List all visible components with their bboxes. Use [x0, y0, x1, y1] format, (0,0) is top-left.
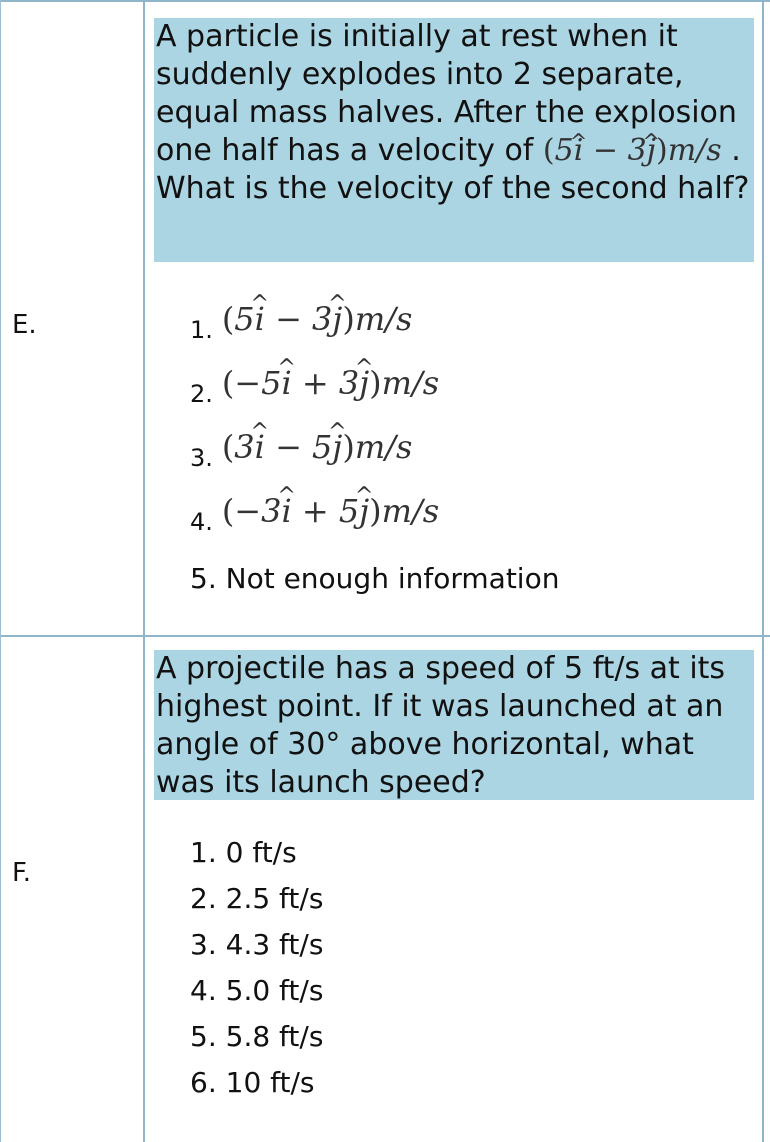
- row-divider: [0, 635, 770, 637]
- option-e-5[interactable]: 5. Not enough information: [190, 562, 560, 595]
- option-e-2[interactable]: 2. (−5i ^ + 3j ^)m/s: [190, 364, 559, 428]
- question-f: A projectile has a speed of 5 ft/s at its highest point. If it was launched at an angle of 30° above horizontal, what was its launch speed?: [154, 650, 754, 800]
- option-f-2[interactable]: 2. 2.5 ft/s: [190, 882, 324, 915]
- option-f-1[interactable]: 1. 0 ft/s: [190, 836, 297, 869]
- option-f-6[interactable]: 6. 10 ft/s: [190, 1066, 315, 1099]
- column-divider: [143, 0, 145, 1142]
- option-e-1[interactable]: 1. (5i ^ − 3j ^)m/s: [190, 300, 559, 364]
- option-e-2-math: (−5i ^ + 3j ^)m/s: [222, 364, 439, 402]
- question-e-velocity-math: (5i ^ − 3j ^)m/s: [543, 133, 731, 168]
- option-f-3[interactable]: 3. 4.3 ft/s: [190, 928, 324, 961]
- table-left-border: [0, 0, 1, 1142]
- option-e-1-math: (5i ^ − 3j ^)m/s: [222, 300, 413, 338]
- options-e: [190, 300, 559, 610]
- option-e-4[interactable]: 4. (−3i ^ + 5j ^)m/s: [190, 492, 559, 556]
- row-label-e: E.: [12, 310, 37, 340]
- question-e-text-after: . What is the velocity of the second half?: [156, 133, 750, 206]
- question-e-text-before: A particle is initially at rest when it suddenly explodes into 2 separate, equal mass halves. After the explosion one half has a velocity of: [156, 19, 737, 168]
- options-f: [190, 836, 323, 1112]
- option-e-4-math: (−3i ^ + 5j ^)m/s: [222, 492, 439, 530]
- option-e-3-math: (3i ^ − 5j ^)m/s: [222, 428, 413, 466]
- option-f-4[interactable]: 4. 5.0 ft/s: [190, 974, 324, 1007]
- row-label-f: F.: [12, 858, 32, 888]
- option-e-3[interactable]: 3. (3i ^ − 5j ^)m/s: [190, 428, 559, 492]
- question-e: [154, 18, 754, 262]
- option-f-5[interactable]: 5. 5.8 ft/s: [190, 1020, 324, 1053]
- table-right-border: [762, 0, 764, 1142]
- table-top-border: [0, 0, 770, 2]
